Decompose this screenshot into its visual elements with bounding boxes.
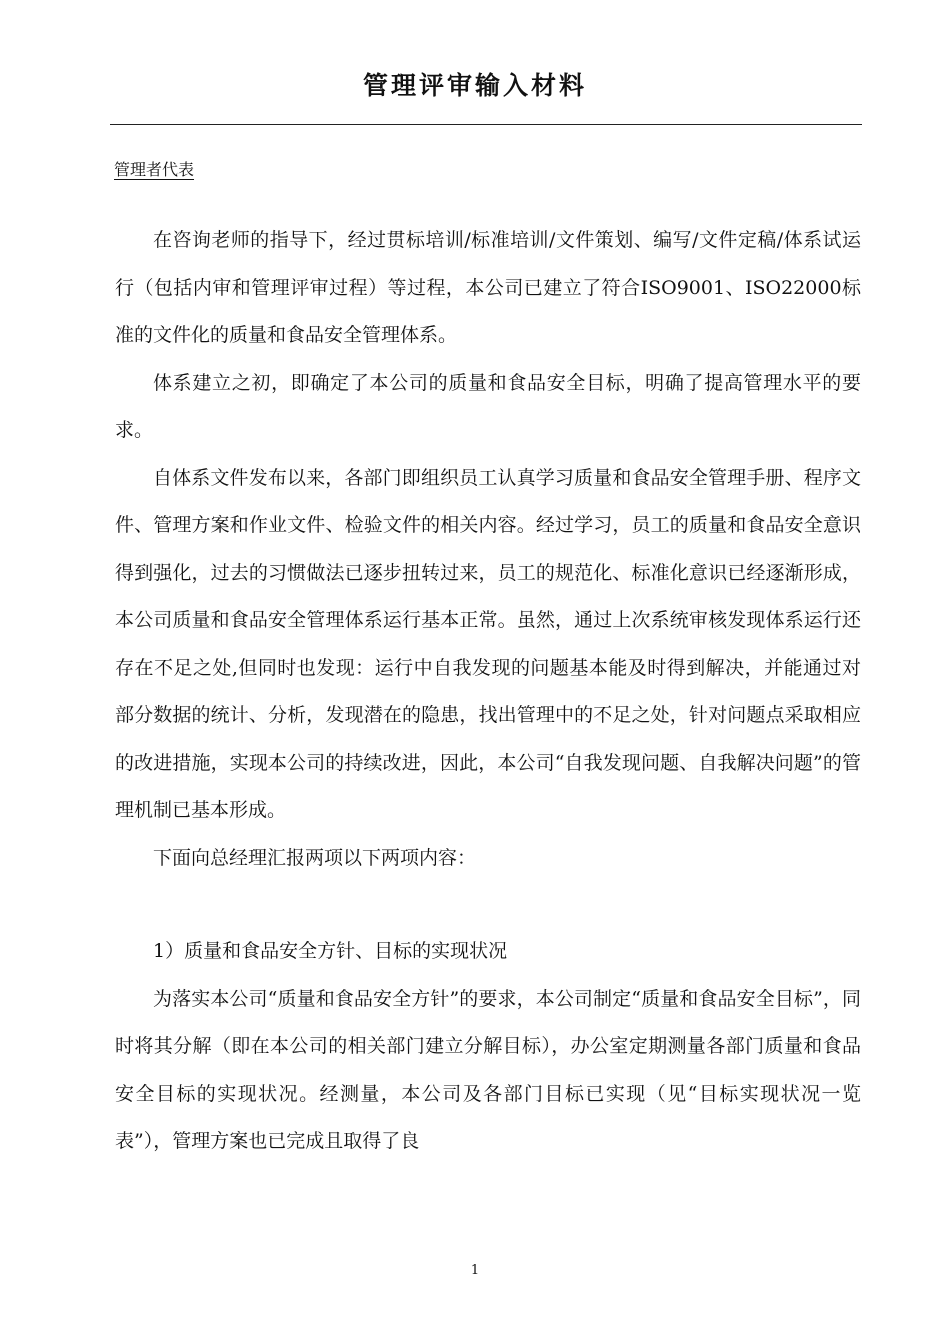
spacer (115, 882, 861, 928)
paragraph-intro: 在咨询老师的指导下，经过贯标培训/标准培训/文件策划、编写/文件定稿/体系试运行（包括内审和管理评审过程）等过程，本公司已建立了符合ISO9001、ISO22000标准的文件化的质量和食品安全管理体系。 (115, 229, 861, 346)
paragraph-report-intro: 下面向总经理汇报两项以下两项内容： (153, 846, 477, 869)
document-title: 管理评审输入材料 (362, 71, 587, 100)
section-heading: 1）质量和食品安全方针、目标的实现状况 (153, 940, 508, 962)
title-divider (110, 124, 862, 125)
author-label: 管理者代表 (114, 160, 195, 179)
paragraph-objectives: 体系建立之初，即确定了本公司的质量和食品安全目标，明确了提高管理水平的要求。 (115, 371, 861, 441)
page-number: 1 (470, 1263, 480, 1278)
document-body (115, 217, 861, 1166)
paragraph-section-1: 为落实本公司“质量和食品安全方针”的要求，本公司制定“质量和食品安全目标”，同时将其分解（即在本公司的相关部门建立分解目标），办公室定期测量各部门质量和食品安全目标的实现状况。经测量，本公司及各部门目标已实现（见“目标实现状况一览表”），管理方案也已完成且取得了良 (115, 987, 861, 1152)
paragraph-implementation: 自体系文件发布以来，各部门即组织员工认真学习质量和食品安全管理手册、程序文件、管理方案和作业文件、检验文件的相关内容。经过学习，员工的质量和食品安全意识得到强化，过去的习惯做法已逐步扭转过来，员工的规范化、标准化意识已经逐渐形成，本公司质量和食品安全管理体系运行基本正常。虽然，通过上次系统审核发现体系运行还存在不足之处,但同时也发现：运行中自我发现的问题基本能及时得到解决，并能通过对部分数据的统计、分析，发现潜在的隐患，找出管理中的不足之处，针对问题点采取相应的改进措施，实现本公司的持续改进，因此，本公司“自我发现问题、自我解决问题”的管理机制已基本形成。 (115, 466, 861, 821)
